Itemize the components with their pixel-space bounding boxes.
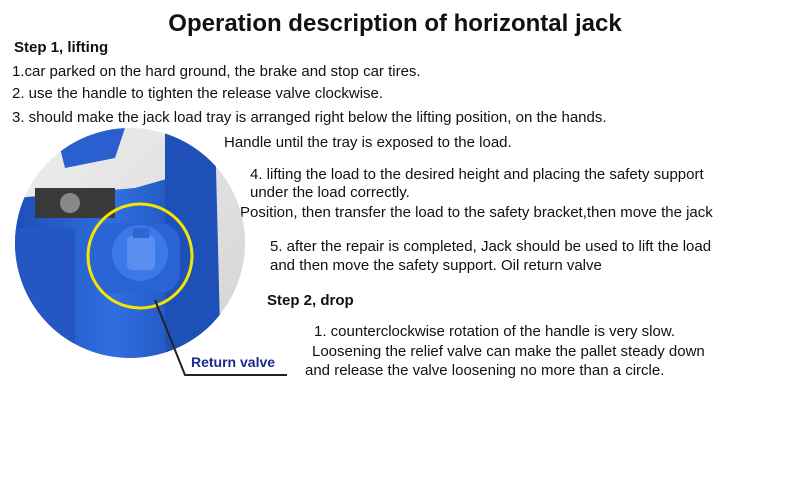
step1-line-5: 4. lifting the load to the desired height and placing the safety support: [250, 166, 704, 183]
step2-line-3: and release the valve loosening no more than a circle.: [305, 362, 665, 379]
step1-line-1: 1.car parked on the hard ground, the brake and stop car tires.: [12, 63, 421, 80]
page-title: Operation description of horizontal jack: [168, 10, 622, 37]
step1-heading: Step 1, lifting: [14, 39, 109, 56]
step1-line-8: 5. after the repair is completed, Jack should be used to lift the load: [270, 238, 712, 255]
step1-line-6: under the load correctly.: [250, 184, 410, 201]
step1-line-2: 2. use the handle to tighten the release valve clockwise.: [12, 85, 384, 102]
step1-line-9: and then move the safety support. Oil return valve: [270, 257, 602, 274]
jack-photo: [15, 128, 245, 358]
step2-line-1: 1. counterclockwise rotation of the handle is very slow.: [314, 323, 676, 340]
step1-line-4: Handle until the tray is exposed to the load.: [224, 134, 512, 151]
step2-heading: Step 2, drop: [267, 292, 354, 309]
step1-line-7: Position, then transfer the load to the safety bracket,then move the jack: [240, 204, 713, 221]
jack-illustration: [15, 128, 245, 358]
step2-line-2: Loosening the relief valve can make the pallet steady down: [312, 343, 705, 360]
return-valve-label: Return valve: [191, 354, 276, 370]
step1-line-3: 3. should make the jack load tray is arranged right below the lifting position, on the hands.: [12, 109, 607, 126]
